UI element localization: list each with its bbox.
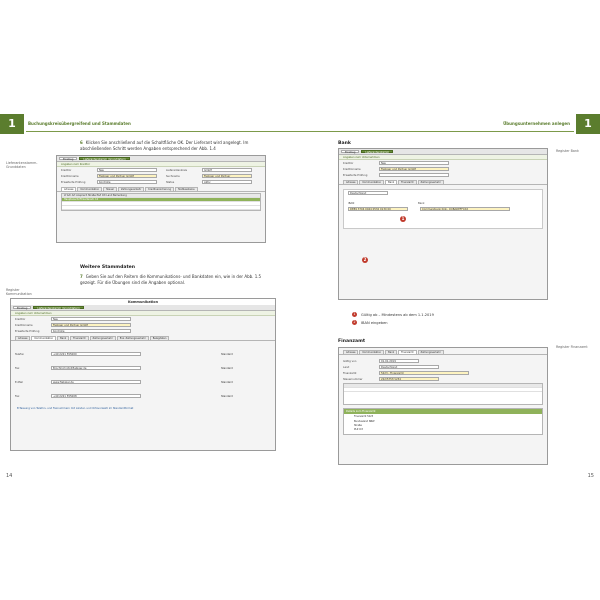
- form-row: [344, 190, 542, 196]
- pruefung-field[interactable]: Kontrolle: [97, 180, 157, 184]
- bank-details-panel: [343, 189, 543, 229]
- chapter-tab: 1: [0, 114, 24, 134]
- section-subtitle: Angaben zum Unternehmen: [11, 311, 275, 316]
- details-line: Straße: [354, 424, 362, 428]
- kreditor-field[interactable]: Neu: [379, 161, 449, 165]
- section-title-bank: Bank: [338, 141, 351, 146]
- subtab-finanzamt[interactable]: Finanzamt: [70, 336, 88, 340]
- form-row: IBAN Bank: [348, 201, 425, 205]
- right-page: [300, 113, 600, 499]
- subtab-finanzamt[interactable]: Finanzamt: [398, 180, 416, 184]
- form-row: Suchname Fiebiger und Partner: [162, 173, 262, 179]
- grid-row-empty[interactable]: [62, 206, 260, 210]
- kommunikation-row: Telefon +49 2221 555000 Standard: [15, 352, 233, 357]
- tab-lieferantenstamm[interactable]: Lieferantenstamm (Grunddaten): [79, 157, 129, 160]
- standard-flag[interactable]: Standard: [221, 366, 233, 370]
- fax-field[interactable]: +49 2221 555008: [51, 394, 141, 398]
- suchname-field[interactable]: Fiebiger und Partner: [202, 174, 252, 178]
- legend-item: [352, 320, 388, 325]
- lieferantenkreis-field[interactable]: GmbH: [202, 168, 252, 172]
- subtab-kommunikation[interactable]: Kommunikation: [77, 187, 102, 191]
- subtab-textbausteine[interactable]: Textbausteine: [175, 187, 198, 191]
- form-row: Kreditorname Fiebiger und Partner GmbH: [57, 173, 162, 179]
- section-subtitle: Angaben zum Kreditor: [57, 162, 265, 167]
- kreditor-field[interactable]: Neu: [97, 168, 157, 172]
- running-header: Übungsunternehmen anlegen: [503, 121, 570, 126]
- subtab-bar: [11, 334, 275, 341]
- figure-caption: Register Kommunikation: [6, 288, 32, 296]
- subtab-adresse[interactable]: Adresse: [61, 187, 76, 191]
- figure-caption: Lieferantenstamm-Grunddaten: [6, 161, 38, 169]
- legend-item: [352, 312, 434, 317]
- pruefung-field[interactable]: [379, 173, 449, 177]
- step-6: [80, 140, 270, 151]
- finanzamt-form: [339, 355, 547, 382]
- kommunikation-rows: [11, 341, 275, 403]
- subtab-steuer[interactable]: Steuer: [103, 187, 117, 191]
- legend-text: Gültig ab – Mindestens ab dem 1.1.2019: [361, 312, 434, 317]
- kommunikation-row: Fax Brochhof.info@fiebiger.de Standard: [15, 366, 233, 371]
- info-note: Erfassung von Telefon- und Faxnummern mit Länder- und Ortsvorwahl im Standardformat: [17, 407, 134, 411]
- page-number: 14: [6, 473, 13, 479]
- subtab-bar: [57, 185, 265, 192]
- tab-lieferantenstamm[interactable]: Lieferantenstamm: [361, 150, 393, 153]
- tab-lieferantenstamm[interactable]: Lieferantenstamm (Grunddaten): [33, 306, 83, 309]
- form-row: Gültig von 01.01.2019: [339, 358, 547, 364]
- step-7: [80, 274, 270, 285]
- section-title: Weitere Stammdaten: [80, 265, 136, 270]
- form-right: [162, 167, 262, 185]
- kreditorname-field[interactable]: Fiebiger und Partner GmbH: [51, 323, 131, 327]
- kreditor-field[interactable]: Neu: [51, 317, 131, 321]
- figure-caption: Register Finanzamt: [556, 345, 588, 349]
- form-row: Finanzamt 5223 - Finanzamt: [339, 370, 547, 376]
- grid-row[interactable]: Hauptanschrift Gartenstr. 12: [62, 198, 260, 202]
- subtab-kommunikation[interactable]: Kommunikation: [359, 350, 384, 354]
- subtab-bank[interactable]: Bank: [385, 180, 397, 184]
- legend-text: IBAN eingeben: [361, 320, 388, 325]
- step-text: Geben Sie auf den Reitern die Kommunikations- und Bankdaten ein, wie in der Abb. 1.5 gezeigt. Für die Übungen sind die Angaben optional.: [80, 274, 262, 285]
- subtab-bar: [339, 348, 547, 355]
- form-row: Land Deutschland: [339, 364, 547, 370]
- form-row: [344, 206, 542, 212]
- header-rule: [26, 131, 300, 132]
- pruefung-field[interactable]: Kontrolle: [51, 329, 131, 333]
- kreditorname-field[interactable]: Fiebiger und Partner GmbH: [97, 174, 157, 178]
- form-row: Lieferantenkreis GmbH: [162, 167, 262, 173]
- figure-caption: Register Bank: [556, 149, 579, 153]
- tab-einstieg[interactable]: Einstieg: [13, 306, 31, 309]
- gueltig-field[interactable]: 01.01.2019: [379, 359, 419, 363]
- legend-marker: 2: [353, 320, 356, 324]
- subtab-zahlungsverkehr[interactable]: Zahlungsverkehr: [418, 350, 444, 354]
- form-row: Erweiterte Prüfung Kontrolle: [57, 179, 162, 185]
- legend-marker: 1: [353, 312, 356, 316]
- telefon-field[interactable]: +49 2221 555000: [51, 352, 141, 356]
- kreditorname-field[interactable]: Fiebiger und Partner GmbH: [379, 167, 449, 171]
- screenshot-bank: [338, 148, 548, 300]
- form-row: Kreditor Neu: [339, 160, 547, 166]
- country-field[interactable]: Deutschland: [348, 191, 388, 195]
- form-row: Erweiterte Prüfung Kontrolle: [11, 328, 275, 334]
- email-field[interactable]: Brochhof.info@fiebiger.de: [51, 366, 141, 370]
- book-spread: [0, 113, 600, 499]
- form-row: Erweiterte Prüfung: [339, 172, 547, 178]
- step-text: Klicken Sie anschließend auf die Schaltfläche OK. Der Lieferant wird angelegt. Im abschließenden Schritt werden Angaben entsprechend der Abb. 1.4: [80, 140, 249, 151]
- subtab-bar: [339, 178, 547, 185]
- kommunikation-row: E-Mail www.fiebiger.de Standard: [15, 380, 233, 385]
- form-left: [57, 167, 162, 185]
- standard-flag[interactable]: Standard: [221, 394, 233, 398]
- running-header: Buchungskreisübergreifend und Stammdaten: [28, 121, 131, 126]
- address-grid: [61, 193, 261, 211]
- subtab-adresse[interactable]: Adresse: [343, 180, 358, 184]
- callout-2: 2: [363, 257, 367, 262]
- tab-einstieg[interactable]: Einstieg: [341, 150, 359, 153]
- screenshot-kommunikation: [10, 298, 276, 451]
- details-line: Bundesland NRW: [354, 420, 375, 424]
- subtab-zahlungsverkehr[interactable]: Zahlungsverkehr: [90, 336, 116, 340]
- section-title-finanzamt: Finanzamt: [338, 339, 366, 344]
- bank-field[interactable]: Commerzbank Köln, COBADEFFXXX: [420, 207, 510, 211]
- section-subtitle: Angaben zum Unternehmen: [339, 155, 547, 160]
- details-panel: [343, 408, 543, 435]
- subtab-bank[interactable]: Bank: [385, 350, 397, 354]
- subtab-kommunikation[interactable]: Kommunikation: [359, 180, 384, 184]
- page-number: 15: [587, 473, 594, 479]
- form-row: Kreditorname Fiebiger und Partner GmbH: [11, 322, 275, 328]
- subtab-erw-zahlungsverkehr[interactable]: Erw. Zahlungsverkehr: [117, 336, 149, 340]
- subtab-belegdaten[interactable]: Belegdaten: [150, 336, 170, 340]
- steuernummer-field[interactable]: 222/5757/1234: [379, 377, 439, 381]
- subtab-finanzamt[interactable]: Finanzamt: [398, 350, 416, 354]
- details-line: PLZ Ort: [354, 428, 363, 432]
- standard-flag[interactable]: Standard: [221, 352, 233, 356]
- finanzamt-grid: [343, 383, 543, 405]
- grid-header: Lf Adr Art Ansprech Straße PLZ Ort Land Bemerkung: [62, 194, 260, 198]
- header-rule: [300, 131, 574, 132]
- tab-einstieg[interactable]: Einstieg: [59, 157, 77, 160]
- details-line: Finanzamt 5223: [354, 415, 374, 419]
- step-number: 6: [80, 140, 83, 145]
- form-row: Kreditor Neu: [11, 316, 275, 322]
- standard-flag[interactable]: Standard: [221, 380, 233, 384]
- subtab-zahlungsverkehr[interactable]: Zahlungsverkehr: [118, 187, 144, 191]
- web-field[interactable]: www.fiebiger.de: [51, 380, 141, 384]
- iban-field[interactable]: DE89 3704 0044 0532 0130 00: [348, 207, 408, 211]
- form-row: Kreditorname Fiebiger und Partner GmbH: [339, 166, 547, 172]
- subtab-bank[interactable]: Bank: [57, 336, 69, 340]
- details-title: Details zum Finanzamt: [344, 409, 542, 414]
- step-number: 7: [80, 274, 83, 279]
- form-row: Steuernummer 222/5757/1234: [339, 376, 547, 382]
- form-area: [57, 167, 265, 185]
- form-row: Kreditor Neu: [57, 167, 162, 173]
- subtab-adresse[interactable]: Adresse: [15, 336, 30, 340]
- subtab-kreditversicherung[interactable]: Kreditversicherung: [145, 187, 174, 191]
- form-row: Status Aktiv: [162, 179, 262, 185]
- callout-1: 1: [401, 216, 405, 221]
- left-page: [0, 113, 300, 499]
- subtab-kommunikation[interactable]: Kommunikation: [31, 336, 56, 340]
- screenshot-finanzamt: [338, 347, 548, 465]
- status-field[interactable]: Aktiv: [202, 180, 252, 184]
- window-title: Kommunikation: [11, 299, 275, 305]
- screenshot-grunddaten: [56, 155, 266, 243]
- grid-row[interactable]: [344, 388, 542, 392]
- finanzamt-field[interactable]: 5223 - Finanzamt: [379, 371, 469, 375]
- subtab-zahlungsverkehr[interactable]: Zahlungsverkehr: [418, 180, 444, 184]
- subtab-adresse[interactable]: Adresse: [343, 350, 358, 354]
- land-field[interactable]: Deutschland: [379, 365, 439, 369]
- kommunikation-row: Fax +49 2221 555008 Standard: [15, 394, 233, 399]
- chapter-tab: 1: [576, 114, 600, 134]
